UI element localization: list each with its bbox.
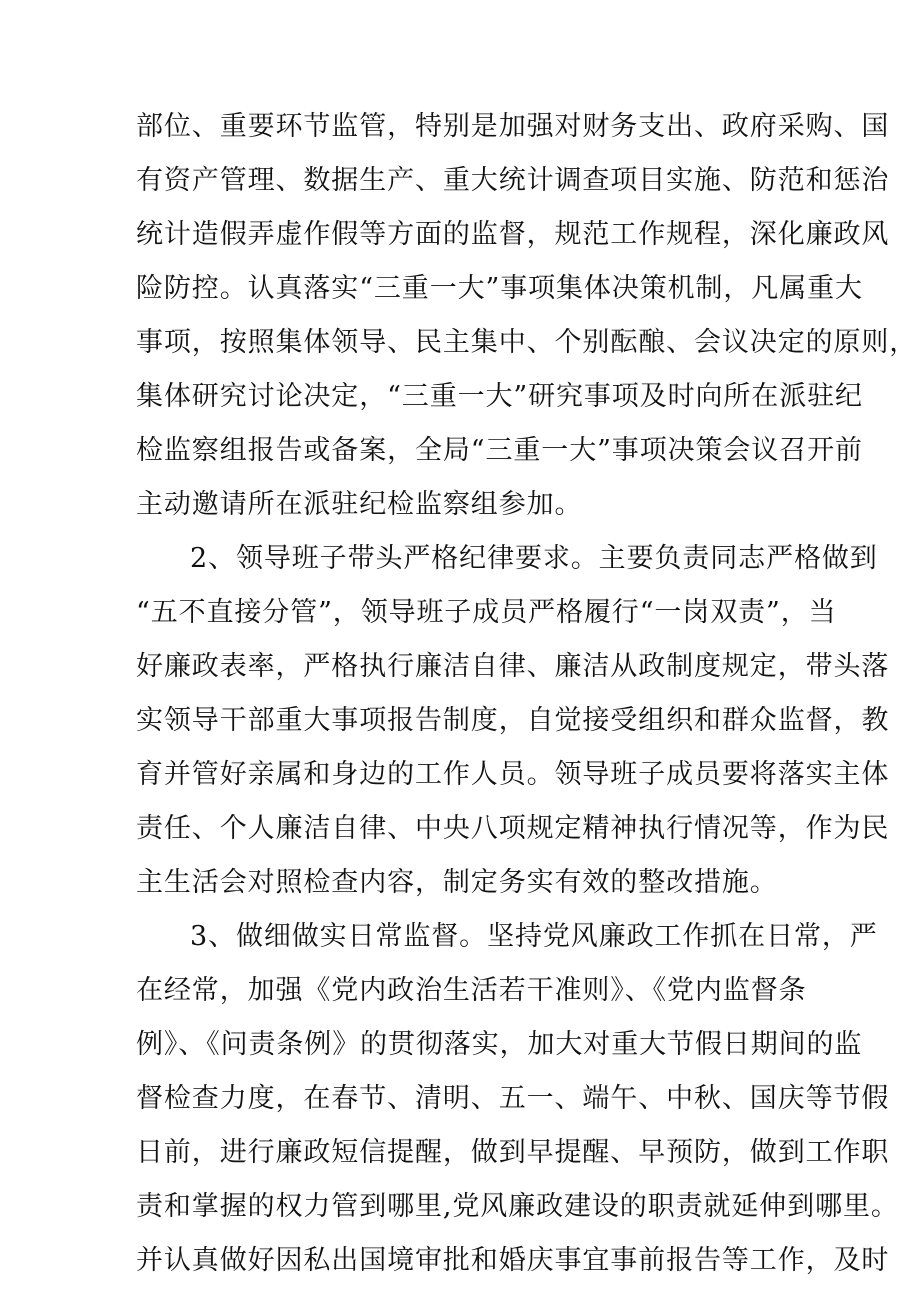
- text-line: 实领导干部重大事项报告制度，自觉接受组织和群众监督，教: [136, 705, 890, 736]
- text-line: 主生活会对照检查内容，制定务实有效的整改措施。: [136, 867, 778, 898]
- text-line: 事项，按照集体领导、民主集中、个别酝酿、会议决定的原则，: [136, 327, 918, 358]
- text-line: 好廉政表率，严格执行廉洁自律、廉洁从政制度规定，带头落: [136, 651, 890, 682]
- text-line: 并认真做好因私出国境审批和婚庆事宜事前报告等工作，及时: [136, 1245, 890, 1276]
- paragraph-start-line: 3、做细做实日常监督。坚持党风廉政工作抓在日常，严: [190, 921, 878, 952]
- text-line: 育并管好亲属和身边的工作人员。领导班子成员要将落实主体: [136, 759, 890, 790]
- text-line: 统计造假弄虚作假等方面的监督，规范工作规程，深化廉政风: [136, 219, 890, 250]
- text-line: 部位、重要环节监管，特别是加强对财务支出、政府采购、国: [136, 111, 890, 142]
- text-line: 险防控。认真落实“三重一大”事项集体决策机制，凡属重大: [136, 273, 863, 304]
- text-line: 督检查力度，在春节、清明、五一、端午、中秋、国庆等节假: [136, 1083, 890, 1114]
- text-line: 日前，进行廉政短信提醒，做到早提醒、早预防，做到工作职: [136, 1137, 890, 1168]
- text-line: 责任、个人廉洁自律、中央八项规定精神执行情况等，作为民: [136, 813, 890, 844]
- text-line: 主动邀请所在派驻纪检监察组参加。: [136, 489, 583, 520]
- text-line: 责和掌握的权力管到哪里,党风廉政建设的职责就延伸到哪里。: [136, 1191, 899, 1222]
- text-line: 检监察组报告或备案，全局“三重一大”事项决策会议召开前: [136, 435, 863, 466]
- paragraph-start-line: 2、领导班子带头严格纪律要求。主要负责同志严格做到: [190, 543, 878, 574]
- text-line: “五不直接分管”，领导班子成员严格履行“一岗双责”，当: [136, 597, 837, 628]
- text-line: 集体研究讨论决定，“三重一大”研究事项及时向所在派驻纪: [136, 381, 863, 412]
- text-line: 有资产管理、数据生产、重大统计调查项目实施、防范和惩治: [136, 165, 890, 196]
- text-line: 在经常，加强《党内政治生活若干准则》、《党内监督条: [136, 975, 807, 1006]
- text-line: 例》、《问责条例》的贯彻落实，加大对重大节假日期间的监: [136, 1029, 863, 1060]
